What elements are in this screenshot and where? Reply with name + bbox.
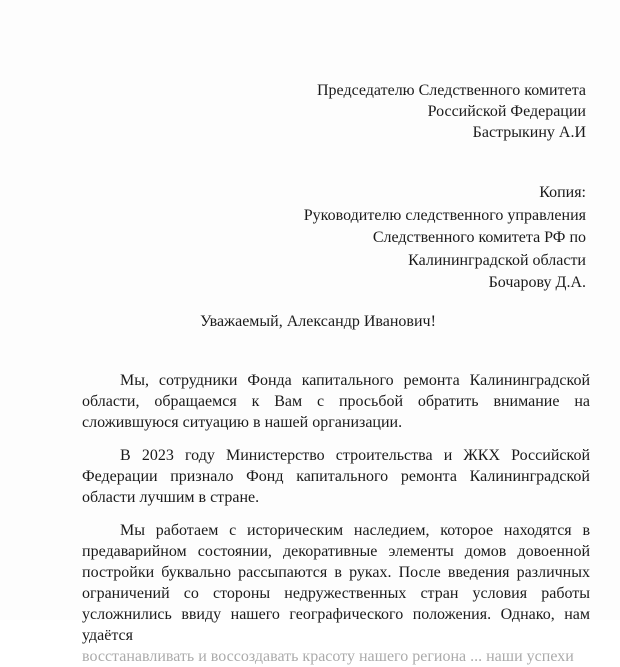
salutation: Уважаемый, Александр Иванович!	[200, 313, 436, 330]
copy-line-3: Калининградской области	[408, 251, 586, 269]
paragraph-2: В 2023 году Министерство строительства и ЖКХ Российской Федерации признало Фонд капитального ремонта Калининградской области лучшим в стране.	[82, 447, 590, 506]
paragraph-3: Мы работаем с историческим наследием, которое находятся в предаварийном состоянии, декоративные элементы домов довоенной постройки буквально рассыпаются в руках. После введения различных ограничений со стороны недружественных стран условия работы усложнились ввиду нашего географического положения. Однако, нам удаётся	[82, 522, 590, 644]
copy-recipient-block	[304, 182, 586, 295]
addressee-line-3: Бастрыкину А.И	[472, 124, 586, 141]
copy-line-2: Следственного комитета РФ по	[372, 229, 586, 246]
copy-line-4: Бочарову Д.А.	[488, 274, 586, 291]
addressee-line-2: Российской Федерации	[427, 103, 586, 120]
paragraph-1: Мы, сотрудники Фонда капитального ремонта Калининградской области, обращаемся к Вам с просьбой обратить внимание на сложившуюся ситуацию в нашей организации.	[82, 372, 590, 431]
letter-body	[82, 370, 590, 667]
copy-line-1: Руководителю следственного управления	[303, 206, 586, 224]
addressee-block	[317, 80, 586, 143]
copy-label: Копия:	[539, 184, 586, 201]
addressee-line-1: Председателю Следственного комитета	[317, 82, 586, 99]
cutoff-line: восстанавливать и воссоздавать красоту нашего региона ... наши успехи	[82, 648, 574, 665]
